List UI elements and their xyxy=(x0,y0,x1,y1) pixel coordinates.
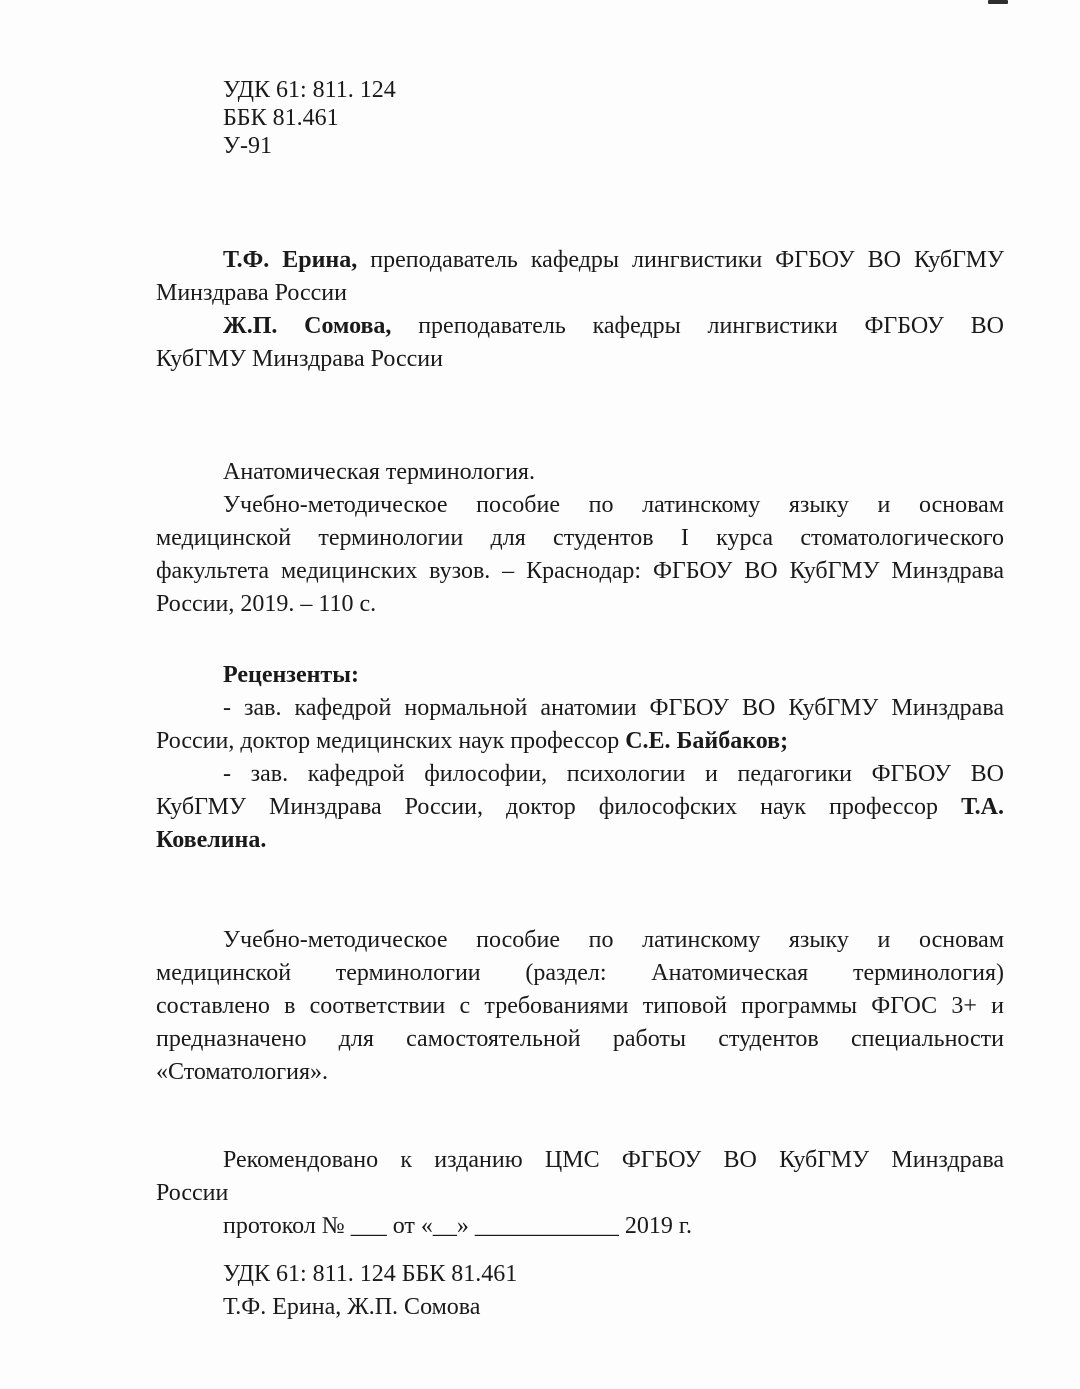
text-run: Анатомическая терминология. xyxy=(223,459,535,485)
text-run: УДК 61: 811. 124 xyxy=(223,77,396,103)
bold-text-run: Ж.П. Сомова, xyxy=(223,313,392,339)
text-line xyxy=(156,924,1004,957)
text-line xyxy=(156,310,1004,343)
bold-text-run: Рецензенты: xyxy=(223,662,359,688)
text-line xyxy=(156,522,1004,555)
text-run: КубГМУ Минздрава России, доктор философских наук профессор xyxy=(156,794,962,820)
text-run: УДК 61: 811. 124 ББК 81.461 xyxy=(223,1261,518,1287)
text-line xyxy=(156,76,1004,104)
text-run: ББК 81.461 xyxy=(223,105,339,131)
text-run: России, доктор медицинских наук профессор xyxy=(156,728,626,754)
text-run: медицинской терминологии (раздел: Анатомическая терминология) xyxy=(156,960,1004,986)
text-line xyxy=(156,588,1004,621)
annotation-block xyxy=(156,924,1004,1089)
text-line xyxy=(156,1291,1004,1324)
text-run: предназначено для самостоятельной работы студентов специальности xyxy=(156,1026,1004,1052)
text-line xyxy=(156,1177,1004,1210)
bibliographic-description-block xyxy=(156,456,1004,621)
text-run: Учебно-методическое пособие по латинскому языку и основам xyxy=(223,927,1004,953)
text-line xyxy=(156,1210,1004,1243)
text-line xyxy=(156,791,1004,824)
bold-text-run: Ковелина. xyxy=(156,827,267,853)
text-line xyxy=(156,1144,1004,1177)
text-line xyxy=(156,990,1004,1023)
text-run: преподаватель кафедры лингвистики ФГБОУ ВО КубГМУ xyxy=(357,247,1004,273)
text-run: Учебно-методическое пособие по латинскому языку и основам xyxy=(223,492,1004,518)
text-line xyxy=(156,692,1004,725)
authors-block xyxy=(156,244,1004,376)
text-run: преподаватель кафедры лингвистики ФГБОУ ВО xyxy=(391,313,1004,339)
text-run: составлено в соответствии с требованиями типовой программы ФГОС 3+ и xyxy=(156,993,1004,1019)
text-run: медицинской терминологии для студентов I курса стоматологического xyxy=(156,525,1004,551)
text-line xyxy=(156,1258,1004,1291)
text-line xyxy=(156,489,1004,522)
recommendation-block xyxy=(156,1144,1004,1243)
page-edge-mark xyxy=(988,0,1008,4)
text-line xyxy=(156,132,1004,160)
bold-text-run: Т.А. xyxy=(961,794,1004,820)
text-line xyxy=(156,244,1004,277)
text-line xyxy=(156,1056,1004,1089)
text-line xyxy=(156,1023,1004,1056)
bold-text-run: С.Е. Байбаков; xyxy=(625,728,789,754)
reviewers-block xyxy=(156,659,1004,857)
text-run: Т.Ф. Ерина, Ж.П. Сомова xyxy=(223,1294,481,1320)
text-line xyxy=(156,343,1004,376)
text-line xyxy=(156,659,1004,692)
text-line xyxy=(156,824,1004,857)
text-line xyxy=(156,957,1004,990)
text-run: России xyxy=(156,1180,229,1206)
text-run: КубГМУ Минздрава России xyxy=(156,346,443,372)
text-line xyxy=(156,758,1004,791)
text-line xyxy=(156,725,1004,758)
text-run: Рекомендовано к изданию ЦМС ФГБОУ ВО КубГМУ Минздрава xyxy=(223,1147,1004,1173)
text-run: - зав. кафедрой нормальной анатомии ФГБОУ ВО КубГМУ Минздрава xyxy=(223,695,1004,721)
text-run: Минздрава России xyxy=(156,280,347,306)
text-line xyxy=(156,277,1004,310)
bold-text-run: Т.Ф. Ерина, xyxy=(223,247,358,273)
text-run: факультета медицинских вузов. – Краснодар: ФГБОУ ВО КубГМУ Минздрава xyxy=(156,558,1004,584)
udc-classification-block xyxy=(156,76,1004,160)
text-line xyxy=(156,555,1004,588)
text-run: протокол № ___ от «__» ____________ 2019 г. xyxy=(223,1213,693,1239)
text-line xyxy=(156,456,1004,489)
text-run: «Стоматология». xyxy=(156,1059,329,1085)
text-run: - зав. кафедрой философии, психологии и педагогики ФГБОУ ВО xyxy=(223,761,1004,787)
imprint-block xyxy=(156,1258,1004,1324)
text-line xyxy=(156,104,1004,132)
text-run: России, 2019. – 110 с. xyxy=(156,591,377,617)
text-run: У-91 xyxy=(223,133,272,159)
